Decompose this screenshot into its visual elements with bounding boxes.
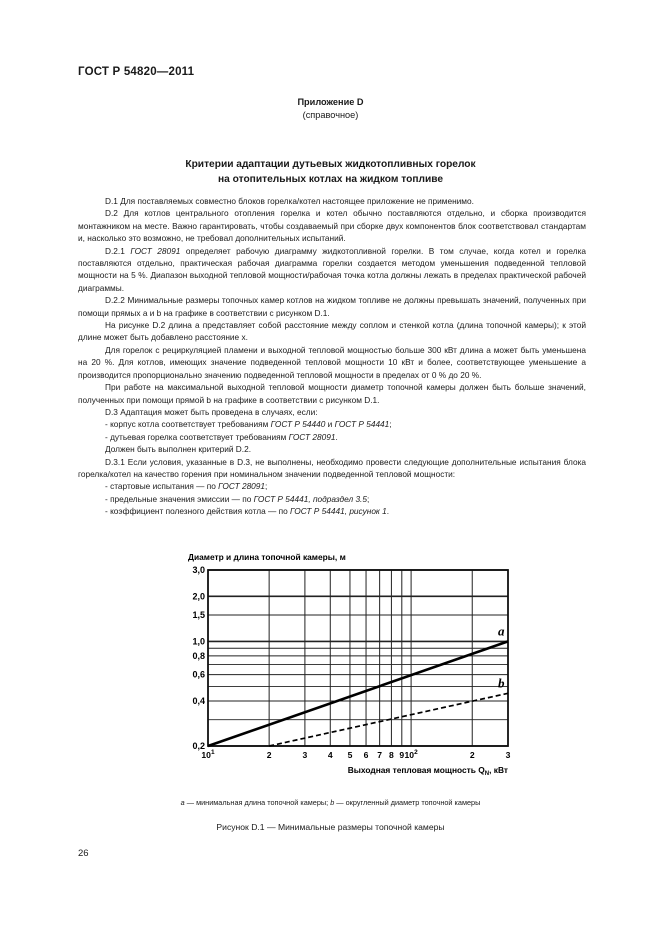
x-tick-label: 6 xyxy=(363,750,369,760)
gost-28091-ref: ГОСТ 28091 xyxy=(130,245,181,256)
series-label-a: a xyxy=(498,623,505,639)
figure-caption: Рисунок D.1 — Минимальные размеры топочной камеры xyxy=(216,822,445,832)
list-item-efficiency: - коэффициент полезного действия котла — по ГОСТ Р 54441, рисунок 1. xyxy=(105,506,390,517)
legend-a-text: — минимальная длина топочной камеры; xyxy=(184,798,331,807)
x-axis-subscript: N xyxy=(484,771,490,777)
list-item-burner: - дутьевая горелка соответствует требованиям ГОСТ 28091. xyxy=(105,431,338,442)
paragraph-d2: D.2 Для котлов центрального отопления горелка и котел обычно поставляются отдельно, и сборка производится монтажником на месте. Важно гарантировать, чтобы создаваемый при сборке двух компонентов блок соответствовал стандартам и, насколько это возможно, не требовал дополнительных испытаний. xyxy=(78,208,586,244)
x-tick-exponent: 2 xyxy=(414,749,418,756)
y-tick-label: 0,8 xyxy=(192,650,205,661)
series-line-a xyxy=(208,641,508,746)
paragraph-criterion: Должен быть выполнен критерий D.2. xyxy=(105,444,252,455)
x-axis-unit: , кВт xyxy=(489,765,508,775)
y-tick-label: 1,0 xyxy=(192,636,205,647)
x-tick-label: 2 xyxy=(266,750,272,760)
x-axis-title: Выходная тепловая мощность $Q_N$, кВт xyxy=(347,765,508,777)
section-title xyxy=(0,157,661,187)
gost-54441-ref: ГОСТ Р 54441, подраздел 3.5 xyxy=(253,493,367,504)
paragraph-d31: D.3.1 Если условия, указанные в D.3, не выполнены, необходимо провести следующие дополнительные испытания блока горелка/котел на качество горения при номинальном значении подведенной тепловой мощности: xyxy=(78,456,586,479)
y-tick-label: 2,0 xyxy=(192,591,205,602)
series-label-b: b xyxy=(498,675,505,691)
list-item-start-tests: - стартовые испытания — по ГОСТ 28091; xyxy=(105,481,268,492)
d21-text: определяет рабочую диаграмму жидкотопливной горелки. В том случае, когда котел и горелка поставляются отдельно, практическая рабочая диаграмма горелки создается методом уменьшения подведенной тепловой мощности на 5 %. Диапазон выходной тепловой мощности/рабочая точка котла должны лежать в пределах практической рабочей диаграммы. xyxy=(78,245,587,293)
appendix-subtitle: (справочное) xyxy=(302,110,359,120)
y-tick-label: 1,5 xyxy=(192,610,205,621)
legend-b-text: — округленный диаметр топочной камеры xyxy=(334,798,481,807)
paragraph-max-output: При работе на максимальной выходной тепловой мощности диаметр топочной камеры должен быть больше значений, полученных при помощи прямой b на графике в соответствии с рисунком D.1. xyxy=(78,382,586,405)
y-axis-title: Диаметр и длина топочной камеры, м xyxy=(188,552,346,562)
paragraph-d3: D.3 Адаптация может быть проведена в случаях, если: xyxy=(105,406,318,417)
x-tick-exponent: 1 xyxy=(210,749,215,756)
figure-legend xyxy=(0,798,661,807)
gost-28091-ref: ГОСТ 28091 xyxy=(218,481,266,492)
paragraph-d21 xyxy=(78,245,586,295)
gost-54440-ref: ГОСТ Р 54440 xyxy=(270,419,326,430)
x-tick-label: $10^1$ xyxy=(201,749,215,760)
x-tick-label: 4 xyxy=(327,750,333,760)
x-tick-label: 9 xyxy=(399,750,405,760)
gost-28091-ref: ГОСТ 28091 xyxy=(288,431,336,442)
section-title-line1: Критерии адаптации дутьевых жидкотопливных горелок xyxy=(185,159,476,170)
list-item-emission: - предельные значения эмиссии — по ГОСТ Р 54441, подраздел 3.5; xyxy=(105,493,370,504)
paragraph-recirculation: Для горелок с рециркуляцией пламени и выходной тепловой мощностью больше 300 кВт длина a может быть уменьшена на 20 %. Для котлов, имеющих значение подведенной тепловой мощности 10 кВт и более, соответствующее уменьшение a производится пропорционально значению подведенной тепловой мощности в пределах от 0 % до 20 %. xyxy=(78,344,586,380)
section-title-line2: на отопительных котлах на жидком топливе xyxy=(217,174,444,185)
paragraph-fig-d2: На рисунке D.2 длина a представляет собой расстояние между соплом и стенкой котла (длина топочной камеры); к этой длине может быть добавлено расстояние x. xyxy=(78,320,586,343)
y-tick-label: 0,6 xyxy=(192,669,205,680)
paragraph-d22: D.2.2 Минимальные размеры топочных камер котлов на жидком топливе не должны превышать значений, полученных при помощи прямых a и b на графике в соответствии с рисунком D.1. xyxy=(78,295,586,318)
x-tick-label: 3 xyxy=(302,750,308,760)
x-tick-label: 7 xyxy=(377,750,383,760)
gost-54441-ref: ГОСТ Р 54441, рисунок 1 xyxy=(290,506,387,517)
chart-svg xyxy=(180,548,520,778)
x-tick-label: 8 xyxy=(389,750,394,760)
legend-b-key: b xyxy=(330,798,335,807)
paragraph-d1: D.1 Для поставляемых совместно блоков горелка/котел настоящее приложение не применимо. xyxy=(105,196,474,206)
gost-54441-ref: ГОСТ Р 54441 xyxy=(334,419,390,430)
d21-number: D.2.1 xyxy=(105,245,131,256)
x-tick-label: 5 xyxy=(347,750,353,760)
legend-a-key: a xyxy=(180,798,185,807)
body-text xyxy=(78,195,586,518)
list-item-boiler: - корпус котла соответствует требованиям ГОСТ Р 54440 и ГОСТ Р 54441; xyxy=(105,419,392,430)
x-tick-label: 3 xyxy=(505,750,511,760)
appendix-title: Приложение D xyxy=(297,97,364,107)
standard-code: ГОСТ Р 54820—2011 xyxy=(78,66,195,78)
page-number: 26 xyxy=(78,848,89,859)
y-tick-label: 0,4 xyxy=(192,695,205,706)
y-tick-label: 3,0 xyxy=(192,565,205,575)
y-tick-label: 0,2 xyxy=(192,741,205,751)
figure-d1-chart xyxy=(180,548,520,778)
x-tick-label: 2 xyxy=(469,750,475,760)
x-tick-label: $10^2$ xyxy=(404,749,418,760)
